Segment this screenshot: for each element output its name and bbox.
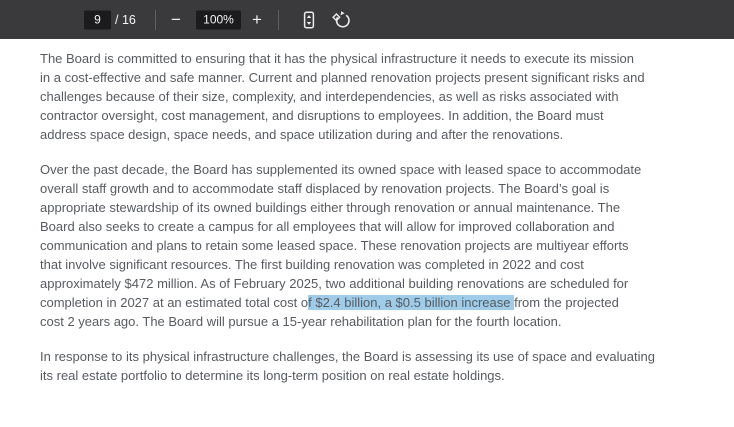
text-line: overall staff growth and to accommodate staff displaced by renovation projects. The Board’s goal is: [40, 181, 610, 196]
page-number-input[interactable]: [84, 10, 111, 29]
text-line: Over the past decade, the Board has supplemented its owned space with leased space to accommodate: [40, 162, 642, 177]
text-line: appropriate stewardship of its owned buildings either through renovation or annual maintenance. The: [40, 200, 621, 215]
text-line: contractor oversight, cost management, and disruptions to employees. In addition, the Board must: [40, 108, 604, 123]
selected-text[interactable]: f $2.4 billion, a $0.5 billion increase: [308, 295, 515, 310]
text-segment: completion in 2027 at an estimated total cost o: [40, 295, 309, 310]
rotate-counterclockwise-icon: [332, 10, 352, 30]
toolbar-divider: [278, 10, 279, 30]
pdf-toolbar: [0, 0, 734, 39]
text-line: challenges because of their size, complexity, and interdependencies, as well as risks associated with: [40, 89, 619, 104]
zoom-level-field[interactable]: 100%: [196, 10, 241, 29]
text-line: communication and plans to retain some leased space. These renovation projects are multiyear efforts: [40, 238, 629, 253]
fit-to-page-icon: [300, 11, 318, 29]
text-line: in a cost-effective and safe manner. Current and planned renovation projects present significant risks and: [40, 70, 645, 85]
paragraph-2: [40, 160, 704, 331]
text-segment: from the projected: [514, 295, 619, 310]
page-count-label: / 16: [115, 12, 136, 27]
fit-to-page-button[interactable]: [297, 8, 321, 32]
rotate-counterclockwise-button[interactable]: [330, 8, 354, 32]
document-page: [0, 39, 734, 385]
zoom-out-button[interactable]: −: [164, 8, 188, 32]
text-line: The Board is committed to ensuring that it has the physical infrastructure it needs to execute its mission: [40, 51, 634, 66]
text-line: address space design, space needs, and space utilization during and after the renovations.: [40, 127, 564, 142]
zoom-in-button[interactable]: +: [245, 8, 269, 32]
text-line: approximately $472 million. As of February 2025, two additional building renovations are scheduled for: [40, 276, 629, 291]
text-line: that involve significant resources. The first building renovation was completed in 2022 and cost: [40, 257, 584, 272]
text-line: cost 2 years ago. The Board will pursue a 15-year rehabilitation plan for the fourth location.: [40, 314, 562, 329]
paragraph-1: [40, 49, 704, 144]
text-line: [40, 293, 704, 312]
toolbar-divider: [155, 10, 156, 30]
text-line: In response to its physical infrastructure challenges, the Board is assessing its use of space and evaluating: [40, 349, 655, 364]
text-line: Board also seeks to create a campus for all employees that will allow for improved collaboration and: [40, 219, 615, 234]
paragraph-3: [40, 347, 704, 385]
text-line: its real estate portfolio to determine its long-term position on real estate holdings.: [40, 368, 505, 383]
